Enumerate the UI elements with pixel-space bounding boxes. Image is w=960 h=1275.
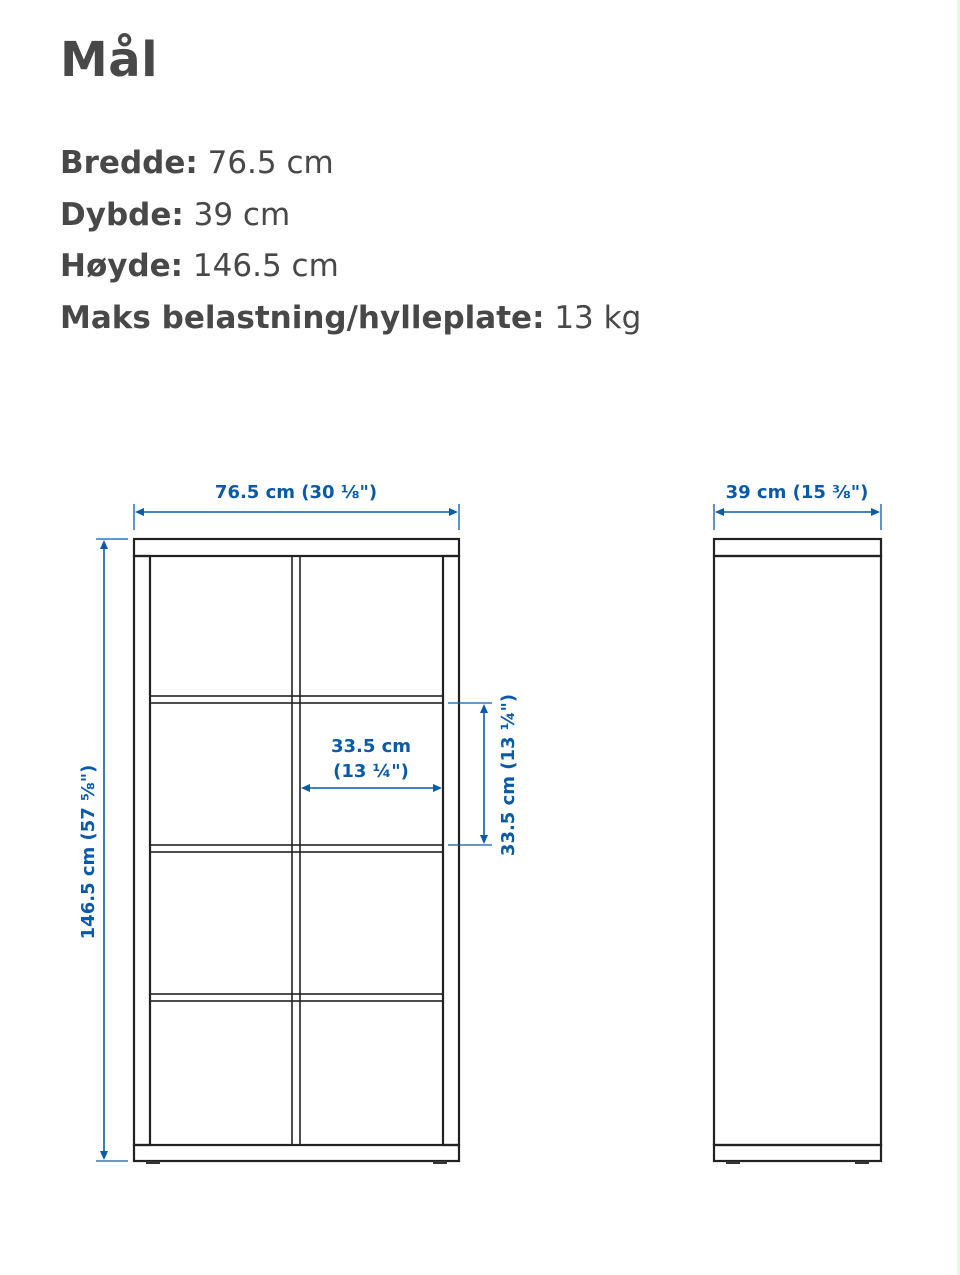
compartment-height-label: 33.5 cm (13 ¼") [498, 693, 519, 857]
height-dimension [78, 539, 128, 1161]
shelf-foot-right [433, 1161, 447, 1164]
page-title: Mål [60, 32, 159, 88]
side-foot-left [726, 1161, 740, 1164]
shelf-center-divider [292, 556, 300, 1145]
depth-arrow-right [871, 508, 880, 516]
spec-depth-label: Dybde: [60, 196, 184, 233]
spec-height-value: 146.5 cm [192, 248, 339, 284]
shelf-bottom-panel [134, 1145, 459, 1161]
compartment-height-arrow-bottom [480, 835, 488, 844]
spec-max-load-label: Maks belastning/hylleplate: [60, 299, 545, 336]
side-top-panel [714, 539, 881, 556]
side-foot-right [855, 1161, 869, 1164]
shelf-foot-left [146, 1161, 160, 1164]
shelf-board-3 [150, 994, 443, 1001]
shelf-right-side-panel [443, 556, 459, 1145]
height-arrow-top [100, 540, 108, 549]
side-bottom-panel [714, 1145, 881, 1161]
compartment-width-label-cm: 33.5 cm [330, 736, 412, 757]
depth-dimension [714, 482, 881, 530]
compartment-width-arrow-left [301, 784, 310, 792]
shelf-front-view [134, 539, 459, 1164]
shelf-board-1 [150, 696, 443, 703]
shelf-left-side-panel [134, 556, 150, 1145]
compartment-width-arrow-right [433, 784, 442, 792]
width-arrow-right [449, 508, 458, 516]
shelf-top-panel [134, 539, 459, 556]
spec-width-label: Bredde: [60, 145, 198, 181]
compartment-width-label-in: (13 ¼") [333, 761, 409, 782]
spec-depth-value: 39 cm [193, 196, 291, 233]
shelf-board-2 [150, 845, 443, 852]
compartment-width-dimension [301, 736, 442, 792]
compartment-height-arrow-top [480, 704, 488, 713]
depth-arrow-left [715, 508, 724, 516]
spec-max-load-value: 13 kg [554, 299, 642, 336]
width-dimension-label: 76.5 cm (30 ⅛") [214, 482, 378, 503]
width-arrow-left [135, 508, 144, 516]
spec-width-value: 76.5 cm [207, 145, 334, 181]
shelf-side-view [714, 539, 881, 1164]
spec-height-label: Høyde: [60, 248, 184, 284]
height-dimension-label: 146.5 cm (57 ⅝") [78, 764, 99, 940]
height-arrow-bottom [100, 1151, 108, 1160]
depth-dimension-label: 39 cm (15 ⅜") [725, 482, 869, 503]
side-panel [714, 556, 881, 1145]
width-dimension [134, 482, 459, 530]
